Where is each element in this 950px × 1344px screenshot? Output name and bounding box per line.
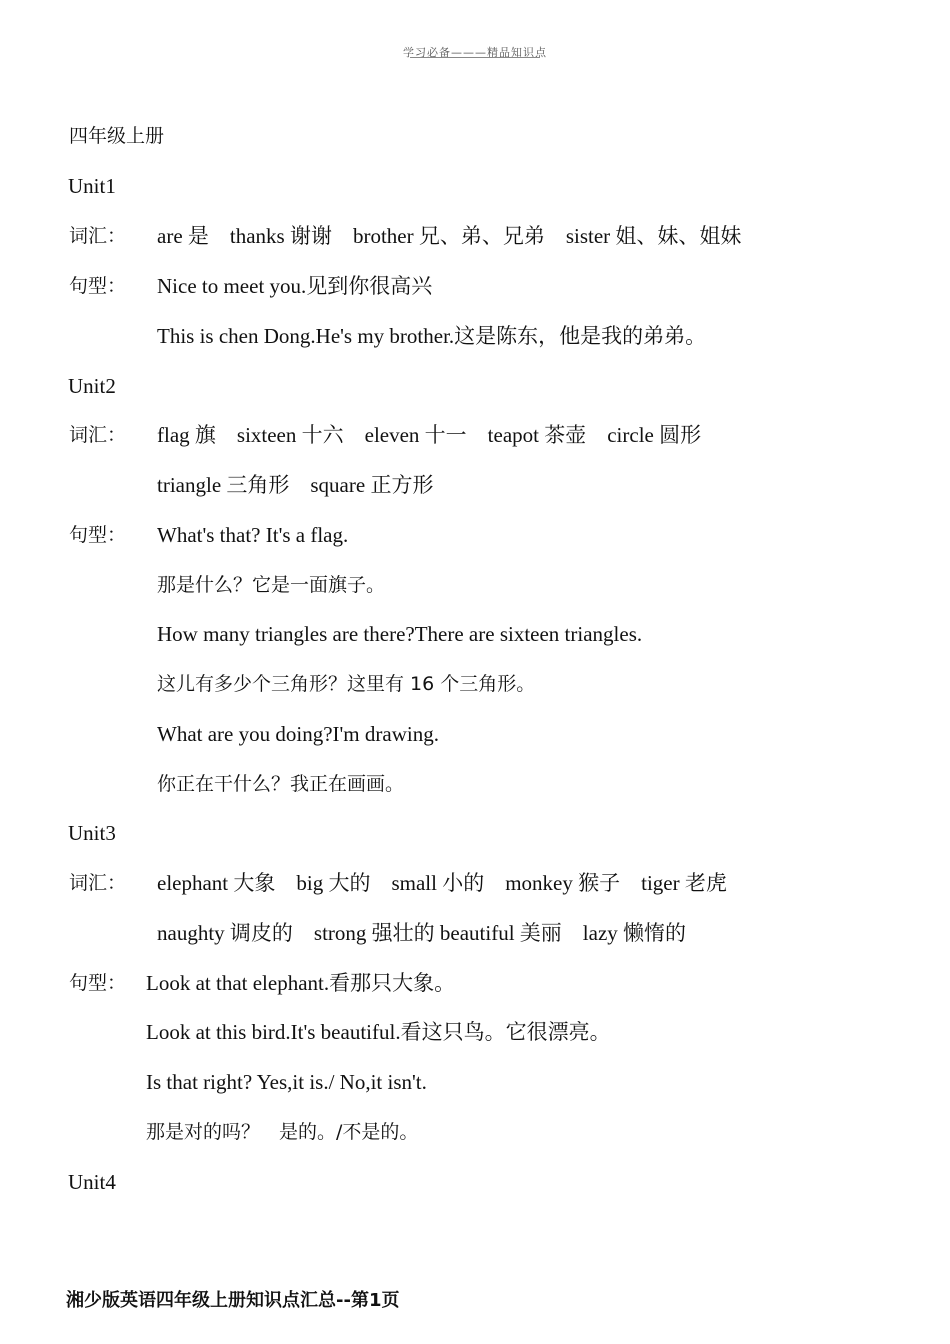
unit-3-sentence-line: 那是对的吗？ 是的。/不是的。 <box>146 1121 419 1143</box>
unit-2-sentence-line: How many triangles are there?There are sixteen triangles. <box>157 622 643 646</box>
unit-2-sentence-line: 这儿有多少个三角形？这里有 16 个三角形。 <box>157 673 536 695</box>
page-footer: 湘少版英语四年级上册知识点汇总--第1页 <box>66 1290 400 1311</box>
unit-1-sentence-label: 句型： <box>69 275 127 297</box>
page-title: 四年级上册 <box>69 125 165 147</box>
unit-1-vocab-line: are 是 thanks 谢谢 brother 兄、弟、兄弟 sister 姐、妹、姐妹 <box>157 224 742 248</box>
unit-1-vocab-label: 词汇： <box>69 225 127 247</box>
unit-1-sentence-line: Nice to meet you.见到你很高兴 <box>157 274 433 298</box>
unit-2-vocab-line: flag 旗 sixteen 十六 eleven 十一 teapot 茶壶 circle 圆形 <box>157 423 702 447</box>
unit-3-title: Unit3 <box>68 821 116 845</box>
unit-3-vocab-line: elephant 大象 big 大的 small 小的 monkey 猴子 tiger 老虎 <box>157 871 727 895</box>
unit-2-vocab-label: 词汇： <box>69 424 127 446</box>
unit-2-sentence-line: What's that? It's a flag. <box>157 523 349 547</box>
unit-1-sentence-line: This is chen Dong.He's my brother.这是陈东，他是我的弟弟。 <box>157 324 707 348</box>
unit-2-sentence-line: 那是什么？它是一面旗子。 <box>157 574 386 596</box>
unit-4-title: Unit4 <box>68 1170 116 1194</box>
header-underline <box>410 57 540 58</box>
unit-2-title: Unit2 <box>68 374 116 398</box>
page-header: 学习必备———精品知识点 <box>403 46 547 59</box>
unit-2-sentence-line: 你正在干什么？我正在画画。 <box>157 773 405 795</box>
unit-2-sentence-line: What are you doing?I'm drawing. <box>157 722 439 746</box>
unit-2-vocab-line: triangle 三角形 square 正方形 <box>157 473 434 497</box>
unit-3-sentence-line: Is that right? Yes,it is./ No,it isn't. <box>146 1070 427 1094</box>
unit-3-vocab-label: 词汇： <box>69 872 127 894</box>
unit-3-sentence-label: 句型： <box>69 972 127 994</box>
unit-2-sentence-label: 句型： <box>69 524 127 546</box>
unit-3-vocab-line: naughty 调皮的 strong 强壮的 beautiful 美丽 lazy 懒惰的 <box>157 921 687 945</box>
unit-1-title: Unit1 <box>68 174 116 198</box>
unit-3-sentence-line: Look at that elephant.看那只大象。 <box>146 971 456 995</box>
unit-3-sentence-line: Look at this bird.It's beautiful.看这只鸟。它很漂亮。 <box>146 1020 611 1044</box>
